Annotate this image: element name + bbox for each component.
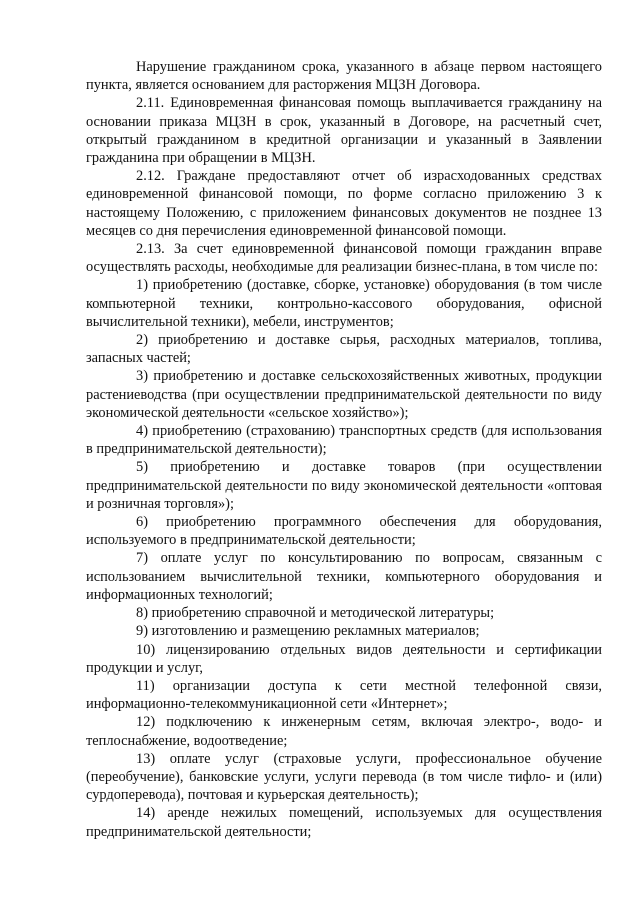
list-item-1: 1) приобретению (доставке, сборке, установке) оборудования (в том числе компьютерной техники, контрольно-кассового оборудования, офисной вычислительной техники), мебели, инструментов; (86, 277, 602, 330)
list-item-4: 4) приобретению (страхованию) транспортных средств (для использования в предпринимательской деятельности); (86, 423, 602, 458)
list-item-12: 12) подключению к инженерным сетям, включая электро-, водо- и теплоснабжение, водоотведение; (86, 714, 602, 749)
list-item-14: 14) аренде нежилых помещений, используемых для осуществления предпринимательской деятельности; (86, 805, 602, 840)
list-item-2: 2) приобретению и доставке сырья, расходных материалов, топлива, запасных частей; (86, 332, 602, 367)
list-item-11: 11) организации доступа к сети местной телефонной связи, информационно-телекоммуникационной сети «Интернет»; (86, 677, 602, 713)
list-item-9: 9) изготовлению и размещению рекламных материалов; (136, 623, 480, 640)
paragraph-2-11: 2.11. Единовременная финансовая помощь выплачивается гражданину на основании приказа МЦЗН в срок, указанный в Договоре, на расчетный счет, открытый гражданином в кредитной организации и указанный в Заявлении гражданина при обращении в МЦЗН. (86, 95, 602, 167)
list-item-10: 10) лицензированию отдельных видов деятельности и сертификации продукции и услуг, (86, 641, 602, 676)
paragraph-2-12: 2.12. Граждане предоставляют отчет об израсходованных средствах единовременной финансовой помощи, по форме согласно приложению 3 к настоящему Положению, с приложением финансовых документов не позднее 13 месяцев со дня перечисления единовременной финансовой помощи. (86, 168, 602, 239)
paragraph-2-13: 2.13. За счет единовременной финансовой помощи гражданин вправе осуществлять расходы, необходимые для реализации бизнес-плана, в том числе по: (86, 241, 602, 276)
paragraph-violation-term: Нарушение гражданином срока, указанного в абзаце первом настоящего пункта, является основанием для расторжения МЦЗН Договора. (86, 59, 602, 94)
list-item-7: 7) оплате услуг по консультированию по вопросам, связанным с использованием вычислительной техники, компьютерного оборудования и информационных технологий; (86, 550, 602, 603)
list-item-13: 13) оплате услуг (страховые услуги, профессиональное обучение (переобучение), банковские услуги, услуги перевода (в том числе тифло- и (или) сурдоперевода), почтовая и курьерская деятельность); (86, 750, 602, 804)
list-item-5: 5) приобретению и доставке товаров (при осуществлении предпринимательской деятельности по виду экономической деятельности «оптовая и розничная торговля»); (86, 459, 602, 512)
list-item-8: 8) приобретению справочной и методической литературы; (136, 605, 495, 622)
list-item-6: 6) приобретению программного обеспечения для оборудования, используемого в предпринимательской деятельности; (86, 514, 602, 549)
list-item-3: 3) приобретению и доставке сельскохозяйственных животных, продукции растениеводства (при осуществлении предпринимательской деятельности по виду экономической деятельности «сельское хозяйство»); (86, 368, 602, 421)
